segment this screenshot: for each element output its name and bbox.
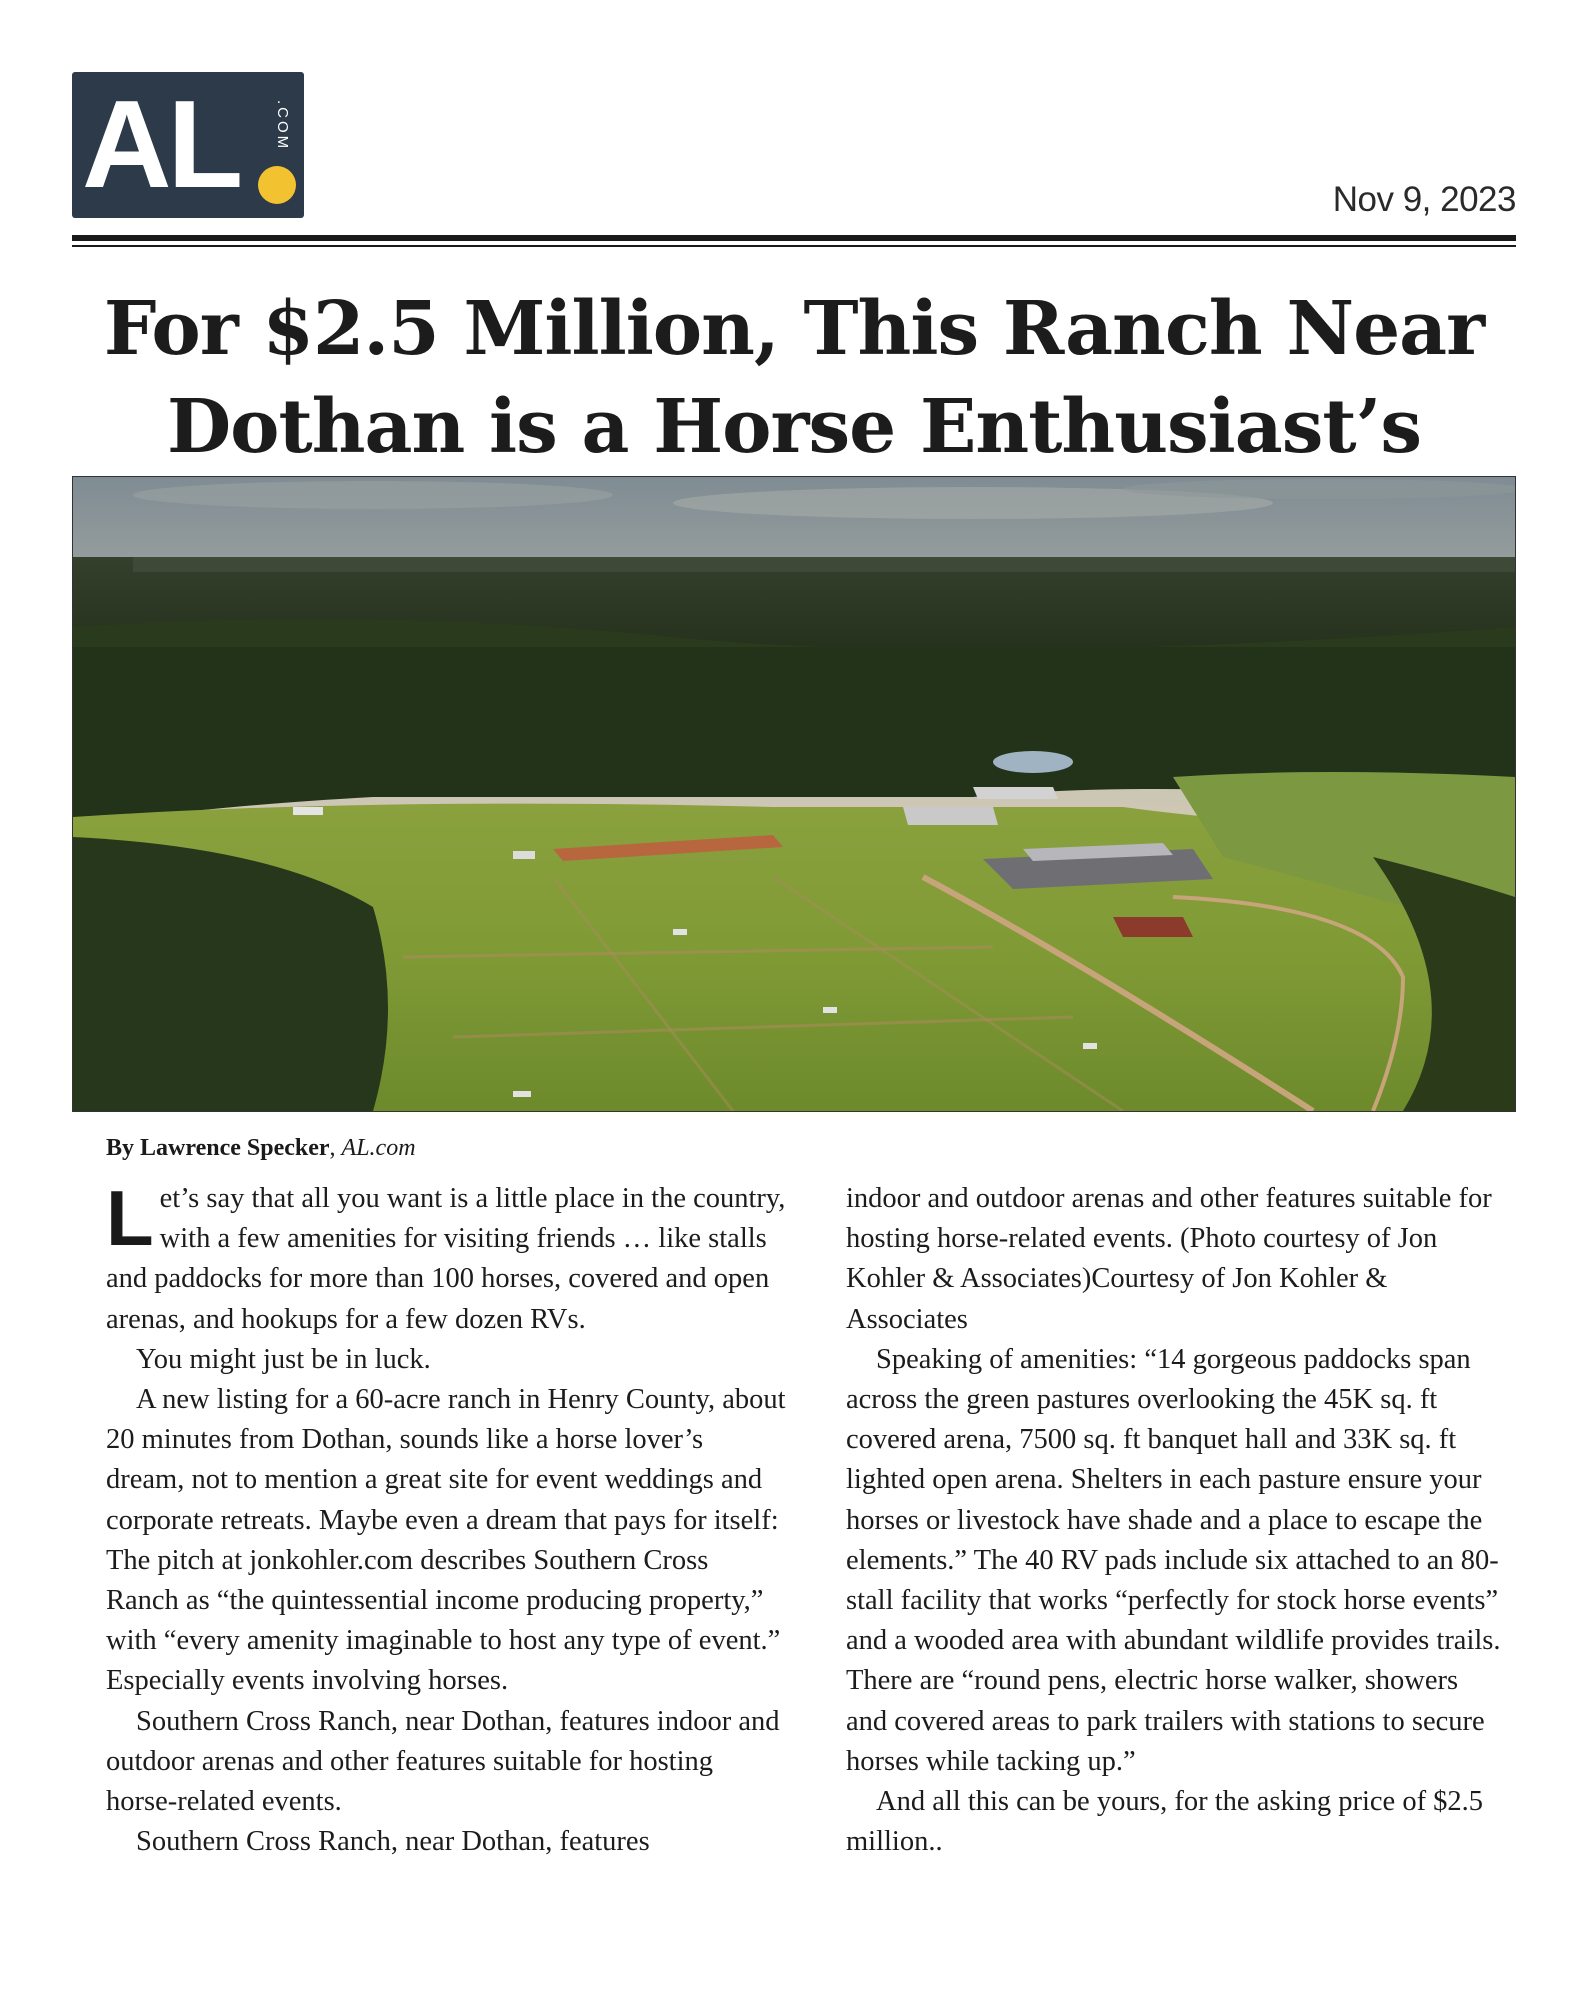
article-column-left bbox=[106, 1174, 786, 1862]
publication-date: Nov 9, 2023 bbox=[1332, 180, 1516, 219]
article-paragraph: Southern Cross Ranch, near Dothan, features bbox=[136, 1826, 650, 1858]
article-paragraph: A new listing for a 60-acre ranch in Henry County, about 20 minutes from Dothan, sounds like a horse lover’s dream, not to mention a great site for event weddings and corporate retreats. Maybe even a dream that pays for itself: The pitch at jonkohler.com describes Southern Cross Ranch as “the quintessential income producing property,” with “every amenity imaginable to host any type of event.” Especially events involving horses. bbox=[106, 1384, 786, 1697]
article-paragraph: Southern Cross Ranch, near Dothan, features indoor and outdoor arenas and other features suitable for hosting horse-related events. bbox=[106, 1705, 780, 1818]
paragraph-text: et’s say that all you want is a little place in the country, with a few amenities for visiting friends … like stalls and paddocks for more than 100 horses, covered and open arenas, and hookups for a few dozen RVs. bbox=[106, 1183, 786, 1335]
drop-cap: L bbox=[106, 1174, 154, 1262]
article-paragraph: indoor and outdoor arenas and other features suitable for hosting horse-related events. (Photo courtesy of Jon Kohler & Associates)Courtesy of Jon Kohler & Associates bbox=[846, 1183, 1492, 1335]
byline: By Lawrence Specker, AL.com bbox=[106, 1135, 416, 1161]
logo-wordmark: AL bbox=[82, 76, 240, 214]
article-paragraph: You might just be in luck. bbox=[136, 1343, 431, 1375]
article-paragraph: Speaking of amenities: “14 gorgeous paddocks span across the green pastures overlooking the 45K sq. ft covered arena, 7500 sq. ft banquet hall and 33K sq. ft lighted open arena. Shelters in each pasture ensure your horses or livestock have shade and a place to escape the elements.” The 40 RV pads include six attached to an 80-stall facility that works “perfectly for stock horse events” and a wooded area with abundant wildlife provides trails. There are “round pens, electric horse walker, showers and covered areas to park trailers with stations to secure horses while tacking up.” bbox=[846, 1343, 1501, 1777]
article-column-right bbox=[846, 1179, 1506, 1862]
header-divider-thick bbox=[72, 235, 1516, 241]
ranch-aerial-photo bbox=[72, 476, 1516, 1112]
header-divider-thin bbox=[72, 245, 1516, 247]
logo-dot-icon bbox=[258, 166, 296, 204]
byline-outlet: AL.com bbox=[341, 1135, 416, 1161]
article-headline: For $2.5 Million, This Ranch Near Dothan is a Horse Enthusiast’s bbox=[103, 286, 1485, 470]
logo-suffix: .COM bbox=[274, 100, 291, 152]
article-paragraph bbox=[106, 1174, 786, 1340]
article-paragraph: And all this can be yours, for the asking price of $2.5 million.. bbox=[846, 1786, 1484, 1858]
byline-author: By Lawrence Specker bbox=[106, 1135, 330, 1161]
site-logo[interactable] bbox=[72, 72, 304, 218]
